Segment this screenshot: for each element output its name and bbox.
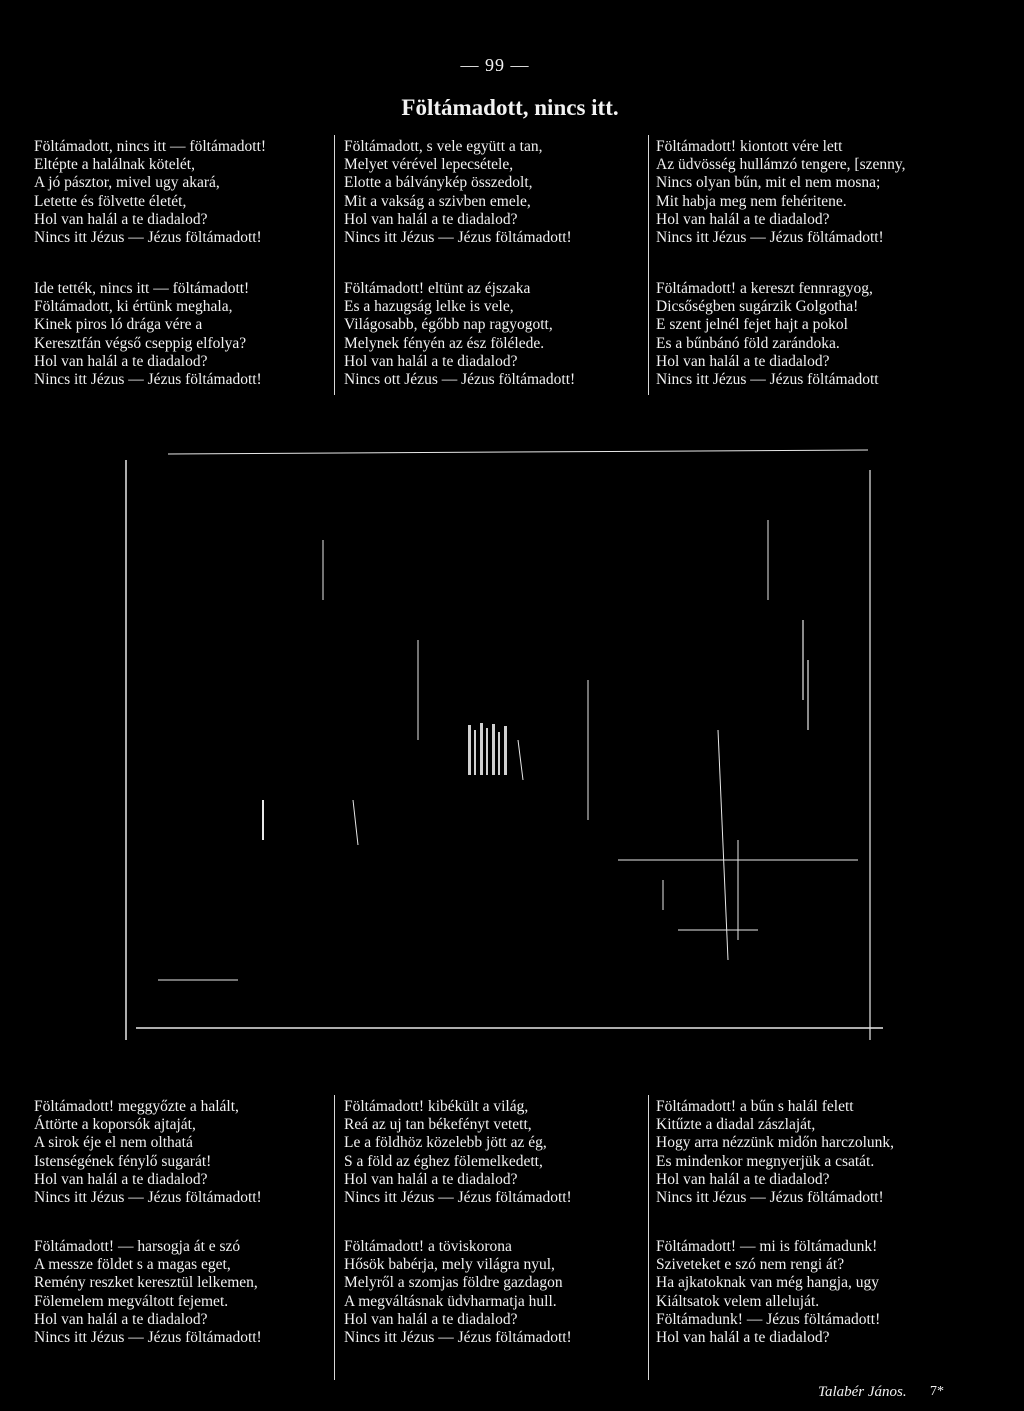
verse-line: Az üdvösség hullámzó tengere, [szenny, [656, 156, 906, 174]
verse-line: Es a bűnbánó föld zarándoka. [656, 334, 840, 352]
verse-line: S a föld az éghez fölemelkedett, [344, 1152, 543, 1170]
verse-line: Nincs itt Jézus — Jézus föltámadott! [34, 370, 262, 388]
verse-line: Melyről a szomjas földre gazdagon [344, 1274, 563, 1292]
verse-line: Istenségének fénylő sugarát! [34, 1152, 212, 1170]
verse-line: Letette és fölvette életét, [34, 192, 187, 210]
verse-line: Föltámadott! — harsogja át e szó [34, 1238, 241, 1255]
verse-line: Nincs itt Jézus — Jézus föltámadott! [656, 228, 884, 246]
verse-line: Nincs itt Jézus — Jézus föltámadott! [344, 1188, 572, 1206]
verse-line: Dicsőségben sugárzik Golgotha! [656, 298, 859, 316]
verse-line: Világosabb, égőbb nap ragyogott, [344, 316, 553, 334]
verse-line: Föltámadott! a kereszt fennragyog, [656, 280, 873, 297]
verse-line: Kinek piros ló drága vére a [34, 316, 203, 334]
stanza-12 [656, 1238, 880, 1347]
verse-line: Hol van halál a te diadalod? [34, 210, 208, 228]
verse-line: Nincs itt Jézus — Jézus föltámadott [656, 370, 879, 388]
verse-line: Keresztfán végső cseppig elfolya? [34, 334, 247, 352]
verse-line: Le a földhöz közelebb jött az ég, [344, 1134, 547, 1152]
verse-line: Remény reszket keresztül lelkemen, [34, 1274, 258, 1292]
verse-line: Nincs itt Jézus — Jézus föltámadott! [34, 1328, 262, 1346]
verse-line: A megváltásnak üdvharmatja hull. [344, 1292, 557, 1310]
verse-line: Ha ajkatoknak van még hangja, ugy [656, 1274, 879, 1292]
column-divider [334, 135, 335, 395]
illustration [118, 440, 888, 1040]
stanza-9 [656, 1098, 894, 1207]
verse-line: Nincs itt Jézus — Jézus föltámadott! [656, 1188, 884, 1206]
stanza-5 [344, 280, 575, 389]
verse-line: Hol van halál a te diadalod? [34, 352, 208, 370]
verse-line: A jó pásztor, mivel ugy akará, [34, 174, 220, 192]
verse-line: Kitűzte a diadal zászlaját, [656, 1116, 816, 1134]
verse-line: A sirok éje el nem olthatá [34, 1134, 193, 1152]
verse-line: Eltépte a halálnak kötelét, [34, 156, 195, 174]
verse-line: Es mindenkor megnyerjük a csatát. [656, 1152, 875, 1170]
column-divider [334, 1095, 335, 1380]
stanza-8 [344, 1098, 572, 1207]
verse-line: Hősök babérja, mely világra nyul, [344, 1256, 555, 1274]
verse-line: Hol van halál a te diadalod? [656, 1328, 830, 1346]
verse-line: Es a hazugság lelke is vele, [344, 298, 514, 316]
verse-line: Föltámadott! — mi is föltámadunk! [656, 1238, 878, 1255]
verse-line: Kiáltsatok velem alleluját. [656, 1292, 820, 1310]
verse-line: Nincs itt Jézus — Jézus föltámadott! [34, 1188, 262, 1206]
stanza-11 [344, 1238, 572, 1347]
verse-line: Melyet vérével lepecsétele, [344, 156, 514, 174]
leaf-mark: 7* [930, 1384, 944, 1399]
verse-line: Hol van halál a te diadalod? [34, 1170, 208, 1188]
verse-line: E szent jelnél fejet hajt a pokol [656, 316, 848, 334]
verse-line: Hol van halál a te diadalod? [656, 1170, 830, 1188]
stanza-6 [656, 280, 879, 389]
verse-line: Hogy arra nézzünk midőn harczolunk, [656, 1134, 895, 1152]
verse-line: Föltámadott! eltünt az éjszaka [344, 280, 531, 297]
verse-line: Nincs itt Jézus — Jézus föltámadott! [344, 1328, 572, 1346]
verse-line: Elotte a bálványkép összedolt, [344, 174, 533, 192]
stanza-1 [34, 138, 266, 247]
verse-line: Föltámadott! kibékült a világ, [344, 1098, 529, 1115]
verse-line: Hol van halál a te diadalod? [656, 210, 830, 228]
verse-line: Mit a vakság a szivben emele, [344, 192, 531, 210]
stanza-2 [344, 138, 572, 247]
column-divider [648, 1095, 649, 1380]
verse-line: Sziveteket e szó nem rengi át? [656, 1256, 845, 1274]
verse-line: Föltámadott! a bűn s halál felett [656, 1098, 854, 1115]
poem-title: Föltámadott, nincs itt. [401, 95, 619, 120]
verse-line: Föltámadott, nincs itt — föltámadott! [34, 138, 267, 155]
verse-line: Nincs itt Jézus — Jézus föltámadott! [344, 228, 572, 246]
verse-line: Áttörte a koporsók ajtaját, [34, 1116, 196, 1134]
verse-line: Mit habja meg nem fehéritene. [656, 192, 847, 210]
verse-line: Ide tették, nincs itt — föltámadott! [34, 280, 250, 297]
column-divider [648, 135, 649, 395]
verse-line: Hol van halál a te diadalod? [344, 210, 518, 228]
verse-line: Melynek fényén az ész fölélede. [344, 334, 545, 352]
verse-line: Föltámadott! kiontott vére lett [656, 138, 843, 155]
verse-line: Föltámadott, ki értünk meghala, [34, 298, 233, 316]
verse-line: A messze földet s a magas eget, [34, 1256, 231, 1274]
verse-line: Nincs ott Jézus — Jézus föltámadott! [344, 370, 576, 388]
verse-line: Fölemelem megváltott fejemet. [34, 1292, 229, 1310]
stanza-3 [656, 138, 906, 247]
empty-tomb-illustration [118, 440, 888, 1040]
verse-line: Hol van halál a te diadalod? [656, 352, 830, 370]
stanza-4 [34, 280, 262, 389]
author-signature: Talabér János. [818, 1384, 907, 1400]
stanza-10 [34, 1238, 262, 1347]
stanza-7 [34, 1098, 262, 1207]
verse-line: Nincs olyan bűn, mit el nem mosna; [656, 174, 881, 192]
verse-line: Hol van halál a te diadalod? [344, 1170, 518, 1188]
verse-line: Reá az uj tan békefényt vetett, [344, 1116, 532, 1134]
verse-line: Hol van halál a te diadalod? [344, 352, 518, 370]
verse-line: Hol van halál a te diadalod? [34, 1310, 208, 1328]
verse-line: Nincs itt Jézus — Jézus föltámadott! [34, 228, 262, 246]
verse-line: Föltámadott! meggyőzte a halált, [34, 1098, 239, 1115]
verse-line: Hol van halál a te diadalod? [344, 1310, 518, 1328]
page-number: — 99 — [460, 55, 530, 75]
verse-line: Föltámadott, s vele együtt a tan, [344, 138, 543, 155]
verse-line: Föltámadott! a töviskorona [344, 1238, 512, 1255]
verse-line: Föltámadunk! — Jézus föltámadott! [656, 1310, 881, 1328]
